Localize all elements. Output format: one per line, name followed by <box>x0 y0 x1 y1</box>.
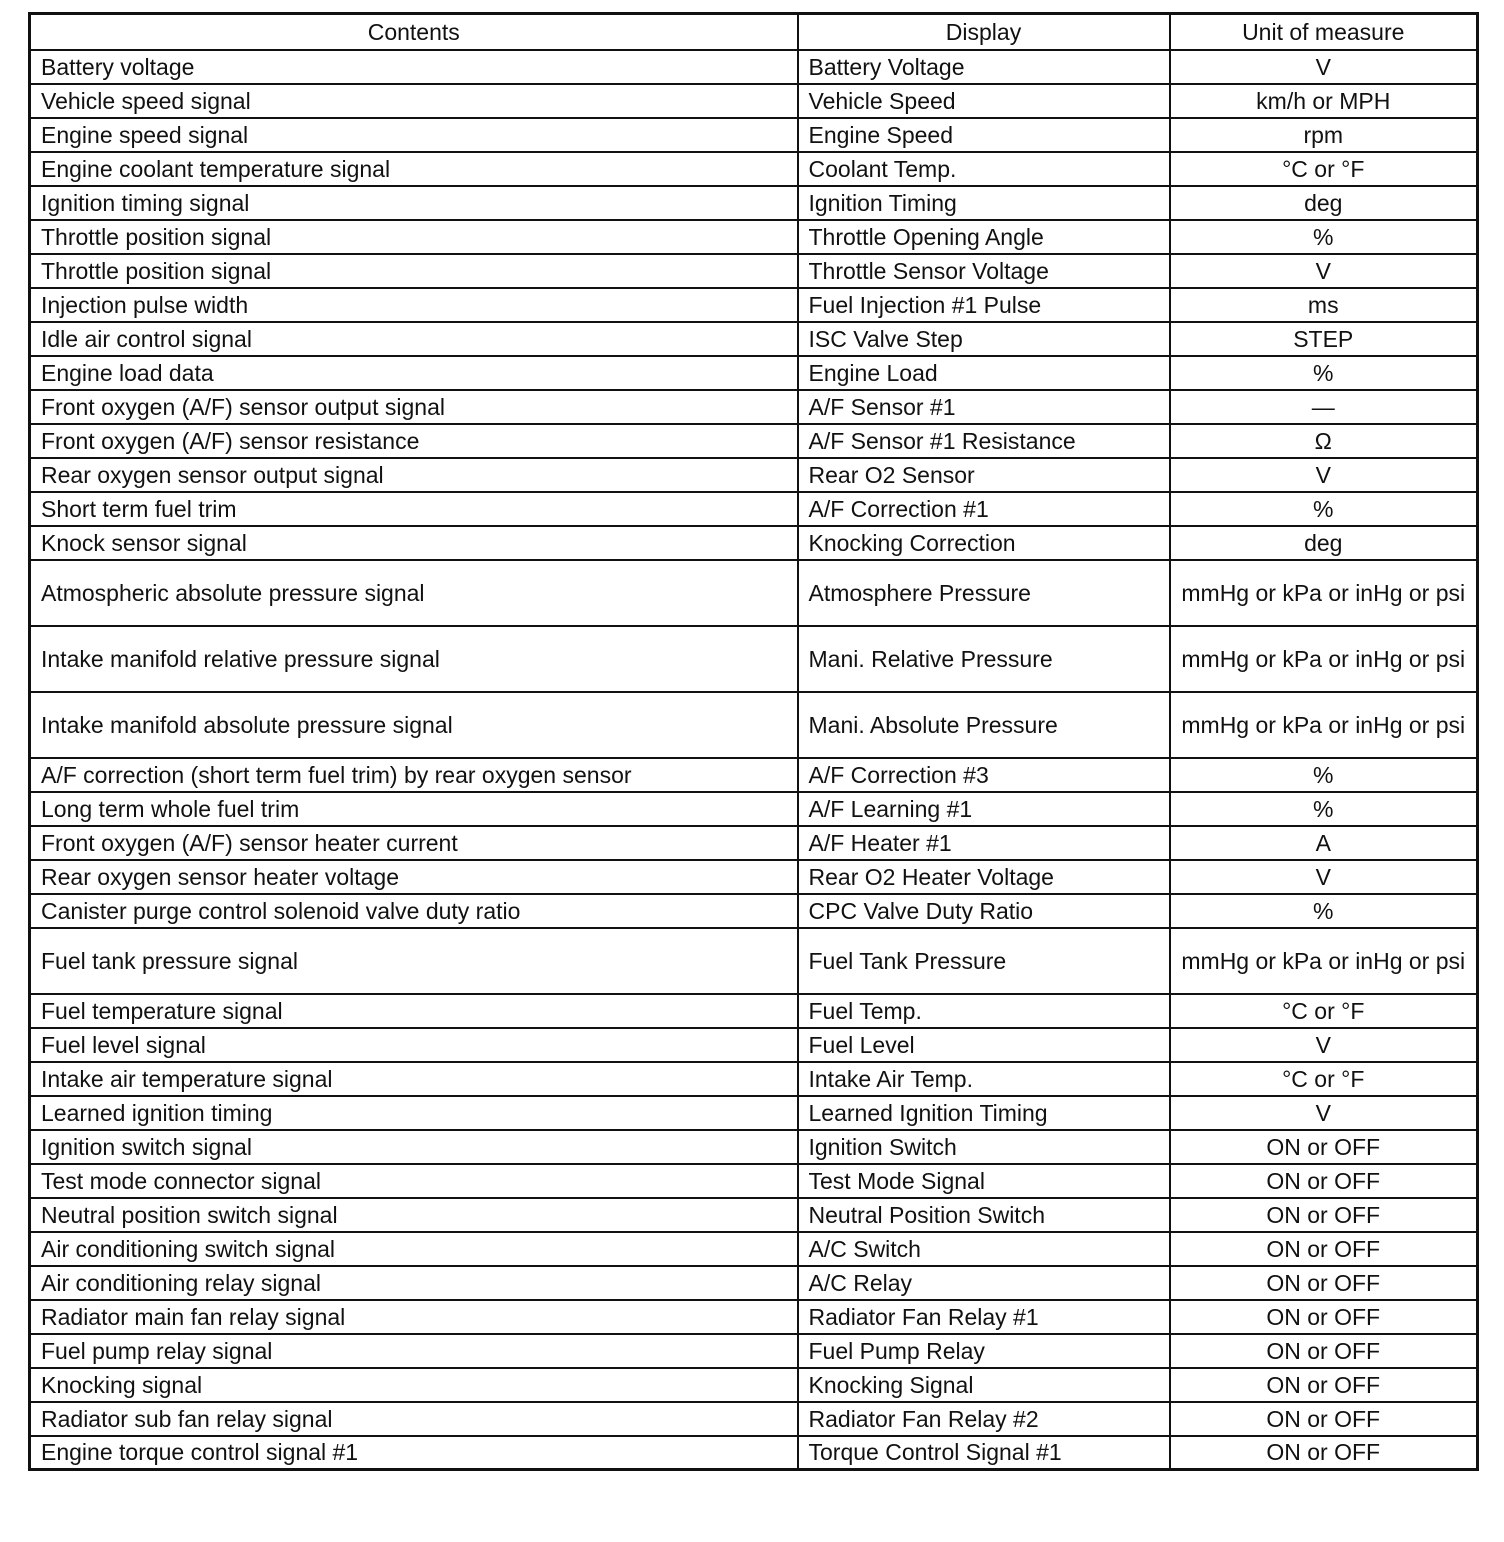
cell-unit: V <box>1170 1096 1478 1130</box>
cell-display: Fuel Level <box>798 1028 1170 1062</box>
table-row <box>30 894 1478 928</box>
cell-display: Coolant Temp. <box>798 152 1170 186</box>
cell-unit: ON or OFF <box>1170 1198 1478 1232</box>
cell-contents: A/F correction (short term fuel trim) by rear oxygen sensor <box>30 758 798 792</box>
cell-display: ISC Valve Step <box>798 322 1170 356</box>
cell-unit: — <box>1170 390 1478 424</box>
cell-unit: ON or OFF <box>1170 1300 1478 1334</box>
cell-display: Radiator Fan Relay #1 <box>798 1300 1170 1334</box>
cell-display: Fuel Tank Pressure <box>798 928 1170 994</box>
cell-unit: deg <box>1170 186 1478 220</box>
cell-unit: km/h or MPH <box>1170 84 1478 118</box>
cell-unit: rpm <box>1170 118 1478 152</box>
cell-unit: V <box>1170 860 1478 894</box>
table-row <box>30 186 1478 220</box>
cell-display: A/C Switch <box>798 1232 1170 1266</box>
cell-contents: Engine coolant temperature signal <box>30 152 798 186</box>
header-contents: Contents <box>30 14 798 50</box>
table-row <box>30 390 1478 424</box>
cell-contents: Battery voltage <box>30 50 798 84</box>
table-row <box>30 1368 1478 1402</box>
cell-display: Fuel Injection #1 Pulse <box>798 288 1170 322</box>
cell-unit: ON or OFF <box>1170 1164 1478 1198</box>
cell-display: A/F Sensor #1 <box>798 390 1170 424</box>
cell-display: Mani. Relative Pressure <box>798 626 1170 692</box>
cell-display: Engine Speed <box>798 118 1170 152</box>
cell-display: Rear O2 Heater Voltage <box>798 860 1170 894</box>
cell-contents: Air conditioning relay signal <box>30 1266 798 1300</box>
cell-contents: Rear oxygen sensor heater voltage <box>30 860 798 894</box>
cell-contents: Long term whole fuel trim <box>30 792 798 826</box>
table-row <box>30 692 1478 758</box>
cell-unit: ON or OFF <box>1170 1436 1478 1470</box>
cell-display: Vehicle Speed <box>798 84 1170 118</box>
table-row <box>30 492 1478 526</box>
cell-display: Engine Load <box>798 356 1170 390</box>
table-row <box>30 1096 1478 1130</box>
cell-contents: Ignition timing signal <box>30 186 798 220</box>
cell-contents: Air conditioning switch signal <box>30 1232 798 1266</box>
table-row <box>30 526 1478 560</box>
cell-unit: °C or °F <box>1170 152 1478 186</box>
cell-contents: Front oxygen (A/F) sensor resistance <box>30 424 798 458</box>
cell-display: Ignition Switch <box>798 1130 1170 1164</box>
cell-display: Test Mode Signal <box>798 1164 1170 1198</box>
cell-display: Torque Control Signal #1 <box>798 1436 1170 1470</box>
cell-unit: V <box>1170 1028 1478 1062</box>
cell-contents: Fuel tank pressure signal <box>30 928 798 994</box>
cell-contents: Vehicle speed signal <box>30 84 798 118</box>
cell-display: Mani. Absolute Pressure <box>798 692 1170 758</box>
header-row <box>30 14 1478 50</box>
cell-contents: Intake manifold absolute pressure signal <box>30 692 798 758</box>
cell-unit: deg <box>1170 526 1478 560</box>
cell-contents: Short term fuel trim <box>30 492 798 526</box>
cell-display: Neutral Position Switch <box>798 1198 1170 1232</box>
cell-contents: Atmospheric absolute pressure signal <box>30 560 798 626</box>
cell-contents: Injection pulse width <box>30 288 798 322</box>
cell-unit: ON or OFF <box>1170 1368 1478 1402</box>
table-row <box>30 758 1478 792</box>
cell-display: A/F Learning #1 <box>798 792 1170 826</box>
table-row <box>30 458 1478 492</box>
cell-unit: % <box>1170 792 1478 826</box>
cell-contents: Idle air control signal <box>30 322 798 356</box>
table-row <box>30 1198 1478 1232</box>
table-row <box>30 626 1478 692</box>
cell-unit: V <box>1170 50 1478 84</box>
cell-display: Fuel Pump Relay <box>798 1334 1170 1368</box>
cell-unit: mmHg or kPa or inHg or psi <box>1170 560 1478 626</box>
cell-contents: Learned ignition timing <box>30 1096 798 1130</box>
cell-unit: % <box>1170 492 1478 526</box>
cell-contents: Engine load data <box>30 356 798 390</box>
table-row <box>30 322 1478 356</box>
cell-unit: mmHg or kPa or inHg or psi <box>1170 626 1478 692</box>
table-row <box>30 826 1478 860</box>
table-row <box>30 1232 1478 1266</box>
cell-contents: Front oxygen (A/F) sensor heater current <box>30 826 798 860</box>
cell-unit: °C or °F <box>1170 994 1478 1028</box>
table-row <box>30 254 1478 288</box>
cell-display: Knocking Correction <box>798 526 1170 560</box>
cell-contents: Ignition switch signal <box>30 1130 798 1164</box>
cell-display: Throttle Opening Angle <box>798 220 1170 254</box>
cell-contents: Radiator main fan relay signal <box>30 1300 798 1334</box>
table-row <box>30 1300 1478 1334</box>
cell-contents: Canister purge control solenoid valve duty ratio <box>30 894 798 928</box>
cell-unit: ON or OFF <box>1170 1266 1478 1300</box>
table-body <box>30 50 1478 1470</box>
table-row <box>30 1402 1478 1436</box>
cell-unit: ON or OFF <box>1170 1402 1478 1436</box>
cell-unit: V <box>1170 254 1478 288</box>
cell-unit: % <box>1170 220 1478 254</box>
table-row <box>30 1164 1478 1198</box>
cell-display: A/F Sensor #1 Resistance <box>798 424 1170 458</box>
cell-display: A/C Relay <box>798 1266 1170 1300</box>
cell-display: A/F Heater #1 <box>798 826 1170 860</box>
table-row <box>30 356 1478 390</box>
cell-contents: Neutral position switch signal <box>30 1198 798 1232</box>
table-row <box>30 50 1478 84</box>
cell-contents: Intake air temperature signal <box>30 1062 798 1096</box>
cell-display: Radiator Fan Relay #2 <box>798 1402 1170 1436</box>
cell-unit: ON or OFF <box>1170 1232 1478 1266</box>
cell-unit: ON or OFF <box>1170 1130 1478 1164</box>
cell-display: Battery Voltage <box>798 50 1170 84</box>
cell-contents: Throttle position signal <box>30 254 798 288</box>
table-row <box>30 1334 1478 1368</box>
cell-display: Rear O2 Sensor <box>798 458 1170 492</box>
table-row <box>30 860 1478 894</box>
cell-contents: Intake manifold relative pressure signal <box>30 626 798 692</box>
cell-display: Learned Ignition Timing <box>798 1096 1170 1130</box>
cell-unit: mmHg or kPa or inHg or psi <box>1170 928 1478 994</box>
cell-contents: Throttle position signal <box>30 220 798 254</box>
cell-display: Throttle Sensor Voltage <box>798 254 1170 288</box>
cell-contents: Engine speed signal <box>30 118 798 152</box>
table-row <box>30 1436 1478 1470</box>
table-row <box>30 118 1478 152</box>
cell-display: Fuel Temp. <box>798 994 1170 1028</box>
table-row <box>30 560 1478 626</box>
cell-contents: Front oxygen (A/F) sensor output signal <box>30 390 798 424</box>
cell-contents: Rear oxygen sensor output signal <box>30 458 798 492</box>
cell-display: A/F Correction #1 <box>798 492 1170 526</box>
cell-unit: ON or OFF <box>1170 1334 1478 1368</box>
table-row <box>30 1266 1478 1300</box>
table-row <box>30 928 1478 994</box>
table-row <box>30 1028 1478 1062</box>
cell-unit: Ω <box>1170 424 1478 458</box>
cell-unit: mmHg or kPa or inHg or psi <box>1170 692 1478 758</box>
table-row <box>30 288 1478 322</box>
cell-unit: A <box>1170 826 1478 860</box>
table-header <box>30 14 1478 50</box>
cell-contents: Knocking signal <box>30 1368 798 1402</box>
parameter-table <box>28 12 1479 1471</box>
table-row <box>30 220 1478 254</box>
cell-display: CPC Valve Duty Ratio <box>798 894 1170 928</box>
cell-display: Ignition Timing <box>798 186 1170 220</box>
cell-contents: Knock sensor signal <box>30 526 798 560</box>
cell-display: Knocking Signal <box>798 1368 1170 1402</box>
cell-contents: Fuel pump relay signal <box>30 1334 798 1368</box>
cell-unit: STEP <box>1170 322 1478 356</box>
cell-unit: % <box>1170 758 1478 792</box>
cell-display: Intake Air Temp. <box>798 1062 1170 1096</box>
cell-contents: Fuel level signal <box>30 1028 798 1062</box>
table-row <box>30 1062 1478 1096</box>
cell-display: A/F Correction #3 <box>798 758 1170 792</box>
header-display: Display <box>798 14 1170 50</box>
cell-display: Atmosphere Pressure <box>798 560 1170 626</box>
cell-contents: Test mode connector signal <box>30 1164 798 1198</box>
cell-unit: % <box>1170 894 1478 928</box>
table-row <box>30 152 1478 186</box>
cell-contents: Fuel temperature signal <box>30 994 798 1028</box>
table-row <box>30 1130 1478 1164</box>
table-row <box>30 994 1478 1028</box>
cell-contents: Engine torque control signal #1 <box>30 1436 798 1470</box>
header-unit: Unit of measure <box>1170 14 1478 50</box>
table-row <box>30 84 1478 118</box>
cell-unit: ms <box>1170 288 1478 322</box>
table-row <box>30 424 1478 458</box>
cell-unit: °C or °F <box>1170 1062 1478 1096</box>
cell-contents: Radiator sub fan relay signal <box>30 1402 798 1436</box>
table-row <box>30 792 1478 826</box>
cell-unit: V <box>1170 458 1478 492</box>
cell-unit: % <box>1170 356 1478 390</box>
